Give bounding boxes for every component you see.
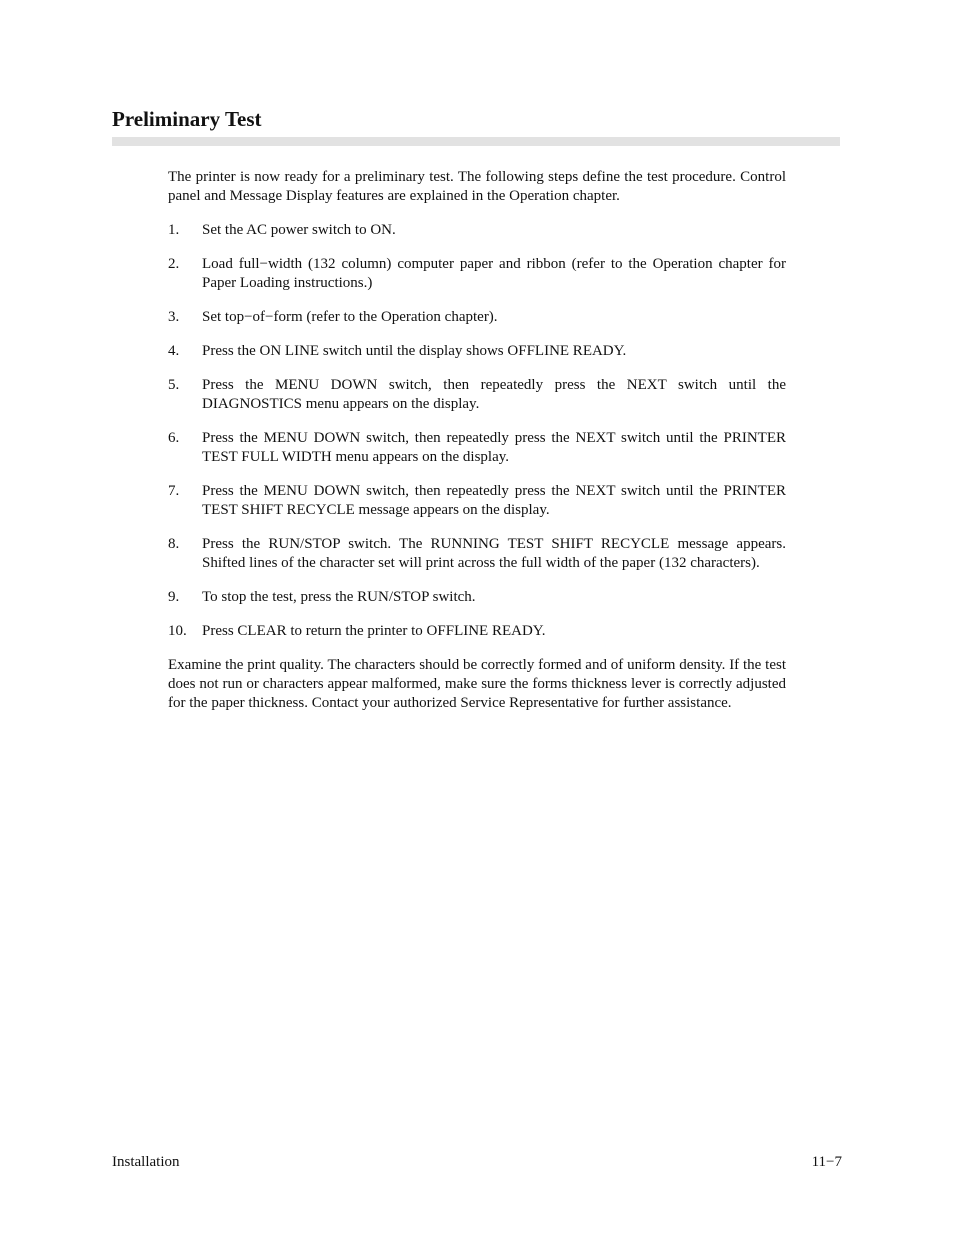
step-text: Press the MENU DOWN switch, then repeatedly press the NEXT switch until the PRINTER TEST FULL WIDTH menu appears on the display. [202,430,786,465]
step-number: 8. [168,536,180,552]
list-item [168,221,786,240]
step-text: To stop the test, press the RUN/STOP switch. [202,589,476,605]
step-text: Press the MENU DOWN switch, then repeatedly press the NEXT switch until the DIAGNOSTICS menu appears on the display. [202,377,786,412]
list-item [168,342,786,361]
footer-page-number: 11−7 [811,1154,842,1170]
step-number: 1. [168,222,180,238]
list-item [168,308,786,327]
step-number: 3. [168,309,180,325]
step-number: 10. [168,623,187,639]
step-text: Press the RUN/STOP switch. The RUNNING TEST SHIFT RECYCLE message appears. Shifted lines of the character set will print across the full width of the paper (132 characters). [202,536,786,571]
step-text: Load full−width (132 column) computer paper and ribbon (refer to the Operation chapter for Paper Loading instructions.) [202,256,786,291]
step-number: 2. [168,256,180,272]
step-text: Press the MENU DOWN switch, then repeatedly press the NEXT switch until the PRINTER TEST SHIFT RECYCLE message appears on the display. [202,483,786,518]
step-number: 5. [168,377,180,393]
step-number: 4. [168,343,180,359]
step-text: Set top−of−form (refer to the Operation chapter). [202,309,498,325]
closing-paragraph: Examine the print quality. The characters should be correctly formed and of uniform density. If the test does not run or characters appear malformed, make sure the forms thickness lever is correctly adjusted for the paper thickness. Contact your authorized Service Representative for further assistance. [168,657,786,711]
document-body [168,168,786,713]
test-steps-list [168,221,786,641]
list-item [168,535,786,573]
list-item [168,588,786,607]
page-title: Preliminary Test [112,107,262,131]
step-number: 7. [168,483,180,499]
step-text: Press the ON LINE switch until the display shows OFFLINE READY. [202,343,627,359]
intro-paragraph: The printer is now ready for a preliminary test. The following steps define the test procedure. Control panel and Message Display features are explained in the Operation chapter. [168,169,786,204]
list-item [168,622,786,641]
step-text: Set the AC power switch to ON. [202,222,396,238]
title-rule [112,137,840,146]
list-item [168,482,786,520]
step-number: 9. [168,589,180,605]
list-item [168,376,786,414]
step-number: 6. [168,430,180,446]
step-text: Press CLEAR to return the printer to OFFLINE READY. [202,623,546,639]
list-item [168,429,786,467]
footer-section-name: Installation [112,1154,180,1170]
list-item [168,255,786,293]
